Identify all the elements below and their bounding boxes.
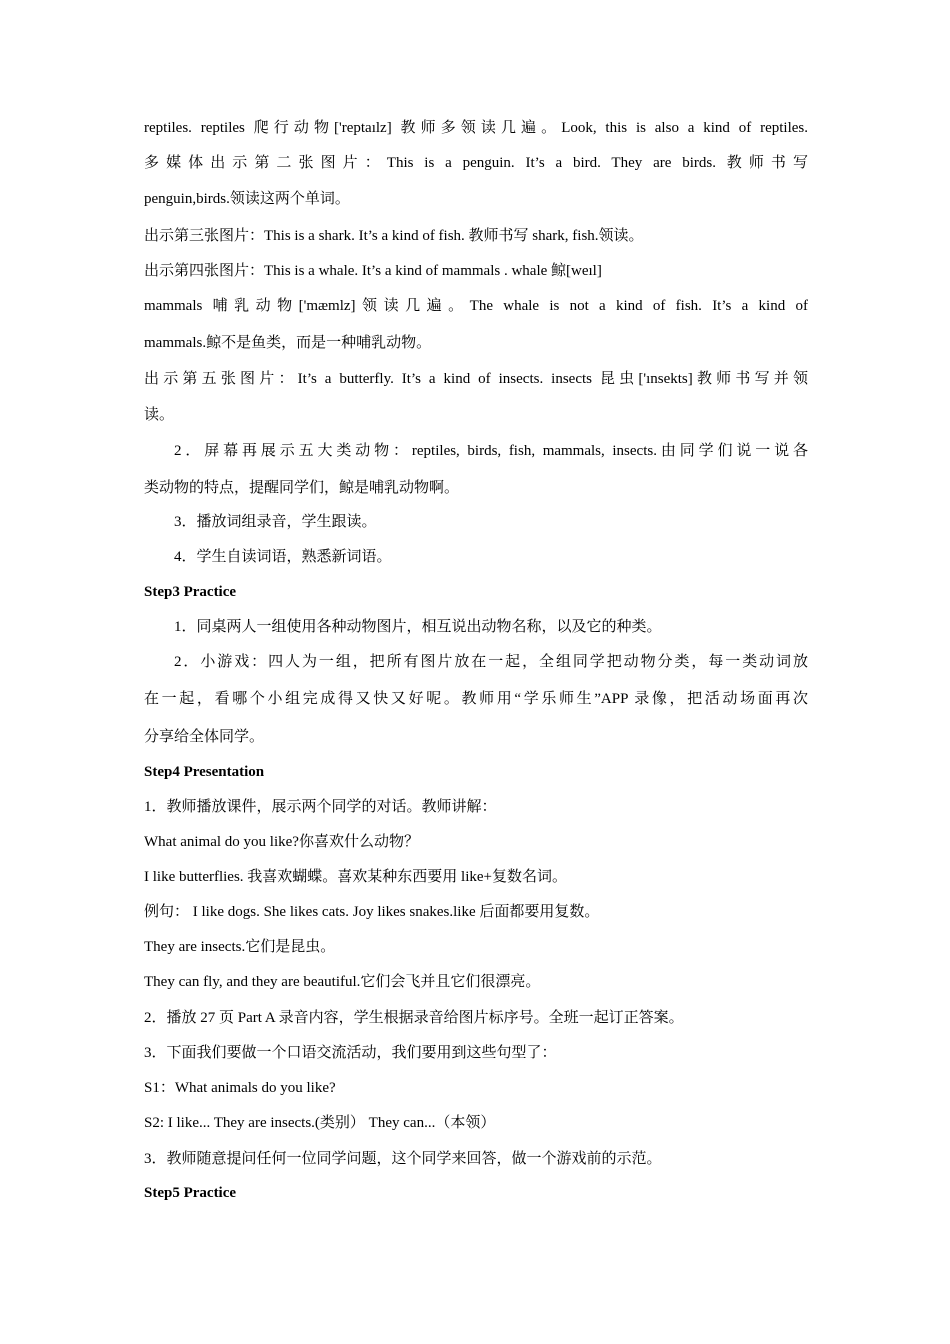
paragraph-line: They can fly, and they are beautiful.它们会飞并且它们很漂亮。 <box>144 974 541 990</box>
paragraph-line: reptiles. reptiles 爬行动物['reptaılz] 教师多领读几遍。Look, this is also a kind of reptiles. <box>144 120 808 136</box>
paragraph-line: 例句： I like dogs. She likes cats. Joy likes snakes.like 后面都要用复数。 <box>144 904 600 920</box>
list-item: 1．教师播放课件，展示两个同学的对话。教师讲解： <box>144 799 497 815</box>
list-item: 2．小游戏：四人为一组，把所有图片放在一起，全组同学把动物分类，每一类动词放 <box>174 654 808 670</box>
section-heading-step3: Step3 Practice <box>144 584 237 600</box>
paragraph-line: They are insects.它们是昆虫。 <box>144 939 336 955</box>
paragraph-line: 类动物的特点，提醒同学们，鲸是哺乳动物啊。 <box>144 480 460 496</box>
section-heading-step4: Step4 Presentation <box>144 764 265 780</box>
paragraph-line: 分享给全体同学。 <box>144 729 265 745</box>
list-item: 3．教师随意提问任何一位同学问题，这个同学来回答，做一个游戏前的示范。 <box>144 1151 662 1167</box>
list-item: 4．学生自读词语，熟悉新词语。 <box>174 549 392 565</box>
list-item: 1．同桌两人一组使用各种动物图片，相互说出动物名称，以及它的种类。 <box>174 619 662 635</box>
paragraph-line: I like butterflies. 我喜欢蝴蝶。喜欢某种东西要用 like+复数名词。 <box>144 869 568 885</box>
paragraph-line: S2: I like... They are insects.(类别） They can...（本领） <box>144 1115 496 1131</box>
list-item: 3．播放词组录音，学生跟读。 <box>174 514 377 530</box>
list-item: 2．屏幕再展示五大类动物：reptiles, birds, fish, mammals, insects.由同学们说一说各 <box>174 443 808 459</box>
paragraph-line: penguin,birds.领读这两个单词。 <box>144 191 350 207</box>
paragraph-line: 读。 <box>144 407 175 423</box>
paragraph-line: mammals.鲸不是鱼类，而是一种哺乳动物。 <box>144 335 432 351</box>
paragraph-line: 出示第五张图片：It’s a butterfly. It’s a kind of insects. insects 昆虫['ınsekts]教师书写并领 <box>144 371 808 387</box>
paragraph-line: 出示第四张图片：This is a whale. It’s a kind of mammals . whale 鲸[weıl] <box>144 263 602 279</box>
paragraph-line: 出示第三张图片：This is a shark. It’s a kind of fish. 教师书写 shark, fish.领读。 <box>144 228 644 244</box>
paragraph-line: 在一起，看哪个小组完成得又快又好呢。教师用“学乐师生”APP 录像，把活动场面再次 <box>144 691 808 707</box>
section-heading-step5: Step5 Practice <box>144 1185 237 1201</box>
paragraph-line: 多媒体出示第二张图片：This is a penguin. It’s a bird. They are birds. 教师书写 <box>144 155 808 171</box>
list-item: 2．播放 27 页 Part A 录音内容，学生根据录音给图片标序号。全班一起订正答案。 <box>144 1010 684 1026</box>
paragraph-line: mammals 哺乳动物['mæmlz]领读几遍。The whale is not a kind of fish. It’s a kind of <box>144 298 808 314</box>
paragraph-line: S1：What animals do you like? <box>144 1080 336 1096</box>
list-item: 3．下面我们要做一个口语交流活动，我们要用到这些句型了： <box>144 1045 557 1061</box>
paragraph-line: What animal do you like?你喜欢什么动物？ <box>144 834 419 850</box>
